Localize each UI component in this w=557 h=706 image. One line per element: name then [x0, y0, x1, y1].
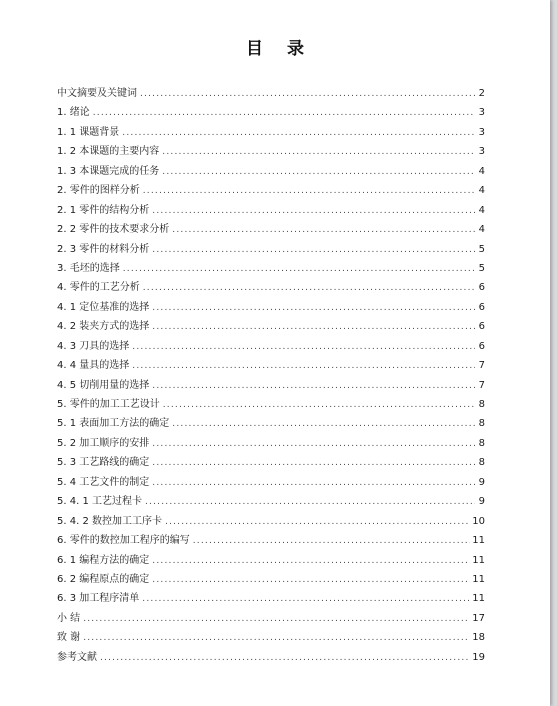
toc-leader-dots [163, 400, 475, 410]
toc-entry-label: 2. 1 零件的结构分析 [57, 204, 150, 216]
toc-leader-dots [140, 89, 475, 99]
toc-entry-label: 3. 毛坯的选择 [57, 262, 120, 274]
toc-leader-dots [162, 167, 475, 177]
toc-entry[interactable] [57, 259, 485, 278]
toc-entry-label: 4. 5 切削用量的选择 [57, 379, 150, 391]
toc-entry[interactable] [57, 278, 485, 297]
toc-entry-page-number: 3 [478, 107, 485, 119]
toc-leader-dots [132, 361, 475, 371]
toc-entry-label: 中文摘要及关键词 [57, 88, 137, 99]
toc-leader-dots [152, 381, 475, 391]
toc-entry-page-number: 11 [472, 573, 485, 585]
toc-leader-dots [162, 147, 475, 157]
toc-entry-label: 2. 零件的图样分析 [57, 185, 140, 197]
toc-entry-label: 5. 3 工艺路线的确定 [57, 457, 150, 469]
toc-leader-dots [152, 458, 475, 468]
toc-entry[interactable] [57, 453, 485, 472]
page-title: 目 录 [246, 39, 313, 59]
toc-leader-dots [100, 653, 470, 663]
toc-entry[interactable] [57, 220, 485, 239]
toc-entry-page-number: 6 [478, 321, 485, 333]
toc-leader-dots [152, 439, 475, 449]
toc-entry[interactable] [57, 201, 485, 220]
toc-entry-page-number: 3 [478, 126, 485, 138]
toc-entry-page-number: 17 [472, 612, 485, 624]
toc-leader-dots [152, 556, 470, 566]
toc-entry-label: 4. 1 定位基准的选择 [57, 301, 150, 313]
toc-entry-label: 参考文献 [57, 651, 97, 663]
toc-entry-page-number: 4 [478, 224, 485, 236]
toc-leader-dots [152, 245, 475, 255]
toc-entry-page-number: 5 [478, 243, 485, 255]
toc-leader-dots [152, 478, 475, 488]
toc-entry-page-number: 3 [478, 146, 485, 158]
toc-entry[interactable] [57, 181, 485, 200]
toc-entry[interactable] [57, 512, 485, 531]
toc-entry-label: 6. 1 编程方法的确定 [57, 554, 150, 566]
toc-entry-page-number: 18 [472, 632, 485, 644]
table-of-contents [57, 84, 485, 667]
toc-entry-page-number: 7 [478, 379, 485, 391]
toc-entry-label: 5. 1 表面加工方法的确定 [57, 418, 170, 430]
toc-entry[interactable] [57, 473, 485, 492]
toc-entry[interactable] [57, 337, 485, 356]
toc-entry-label: 5. 4. 1 工艺过程卡 [57, 496, 142, 508]
toc-leader-dots [83, 614, 470, 624]
toc-entry[interactable] [57, 84, 485, 103]
toc-entry[interactable] [57, 162, 485, 181]
toc-entry-page-number: 19 [472, 651, 485, 663]
toc-leader-dots [132, 342, 475, 352]
toc-leader-dots [123, 264, 475, 274]
toc-entry[interactable] [57, 123, 485, 142]
toc-entry[interactable] [57, 103, 485, 122]
toc-entry-page-number: 6 [478, 301, 485, 313]
toc-entry-page-number: 8 [478, 437, 485, 449]
toc-entry[interactable] [57, 492, 485, 511]
toc-leader-dots [152, 322, 475, 332]
toc-entry[interactable] [57, 240, 485, 259]
toc-entry-label: 6. 2 编程原点的确定 [57, 573, 150, 585]
toc-entry-page-number: 4 [478, 204, 485, 216]
toc-entry[interactable] [57, 551, 485, 570]
toc-leader-dots [142, 594, 470, 604]
toc-entry-label: 致 谢 [57, 632, 81, 644]
toc-entry-label: 1. 3 本课题完成的任务 [57, 165, 160, 177]
toc-entry[interactable] [57, 648, 485, 667]
toc-entry[interactable] [57, 414, 485, 433]
toc-entry-label: 1. 绪论 [57, 107, 90, 119]
toc-entry-page-number: 4 [478, 185, 485, 197]
toc-entry[interactable] [57, 609, 485, 628]
toc-entry-page-number: 7 [478, 360, 485, 372]
toc-entry-page-number: 11 [472, 554, 485, 566]
toc-entry-page-number: 8 [478, 399, 485, 410]
toc-entry-page-number: 11 [472, 593, 485, 605]
toc-entry-label: 4. 零件的工艺分析 [57, 282, 140, 294]
toc-leader-dots [143, 283, 475, 293]
toc-entry-page-number: 10 [472, 515, 485, 527]
toc-entry-label: 4. 3 刀具的选择 [57, 340, 130, 352]
toc-entry-label: 5. 零件的加工工艺设计 [57, 399, 160, 410]
toc-entry-label: 2. 2 零件的技术要求分析 [57, 224, 170, 236]
toc-entry-page-number: 6 [478, 340, 485, 352]
toc-entry-label: 1. 1 课题背景 [57, 126, 120, 138]
toc-leader-dots [165, 517, 470, 527]
toc-entry-label: 6. 零件的数控加工程序的编写 [57, 535, 190, 547]
toc-leader-dots [145, 497, 475, 507]
toc-entry-label: 5. 2 加工顺序的安排 [57, 437, 150, 449]
toc-entry-page-number: 9 [478, 496, 485, 508]
toc-entry[interactable] [57, 376, 485, 395]
toc-entry-label: 1. 2 本课题的主要内容 [57, 146, 160, 158]
toc-entry[interactable] [57, 395, 485, 414]
toc-leader-dots [83, 633, 470, 643]
toc-entry-page-number: 8 [478, 457, 485, 469]
toc-entry[interactable] [57, 298, 485, 317]
toc-leader-dots [152, 303, 475, 313]
toc-leader-dots [143, 186, 475, 196]
toc-entry[interactable] [57, 589, 485, 608]
toc-entry[interactable] [57, 142, 485, 161]
toc-entry-label: 5. 4 工艺文件的制定 [57, 476, 150, 488]
toc-entry-page-number: 4 [478, 165, 485, 177]
toc-entry-page-number: 8 [478, 418, 485, 430]
toc-entry[interactable] [57, 628, 485, 647]
toc-entry[interactable] [57, 434, 485, 453]
toc-entry-label: 2. 3 零件的材料分析 [57, 243, 150, 255]
toc-entry[interactable] [57, 570, 485, 589]
toc-leader-dots [193, 536, 471, 546]
toc-entry-label: 6. 3 加工程序清单 [57, 593, 140, 605]
toc-entry-page-number: 9 [478, 476, 485, 488]
toc-leader-dots [152, 575, 470, 585]
toc-entry[interactable] [57, 356, 485, 375]
toc-entry[interactable] [57, 531, 485, 550]
toc-entry-page-number: 6 [478, 282, 485, 294]
toc-entry-label: 4. 2 装夹方式的选择 [57, 321, 150, 333]
toc-entry-label: 小 结 [57, 612, 81, 624]
toc-leader-dots [172, 225, 475, 235]
toc-leader-dots [122, 128, 475, 138]
toc-entry-page-number: 5 [478, 262, 485, 274]
toc-entry[interactable] [57, 317, 485, 336]
toc-leader-dots [152, 206, 475, 216]
toc-leader-dots [172, 419, 475, 429]
toc-entry-label: 5. 4. 2 数控加工工序卡 [57, 515, 162, 527]
toc-entry-page-number: 11 [472, 535, 485, 547]
toc-leader-dots [93, 108, 475, 118]
toc-entry-page-number: 2 [478, 88, 485, 99]
toc-entry-label: 4. 4 量具的选择 [57, 360, 130, 372]
